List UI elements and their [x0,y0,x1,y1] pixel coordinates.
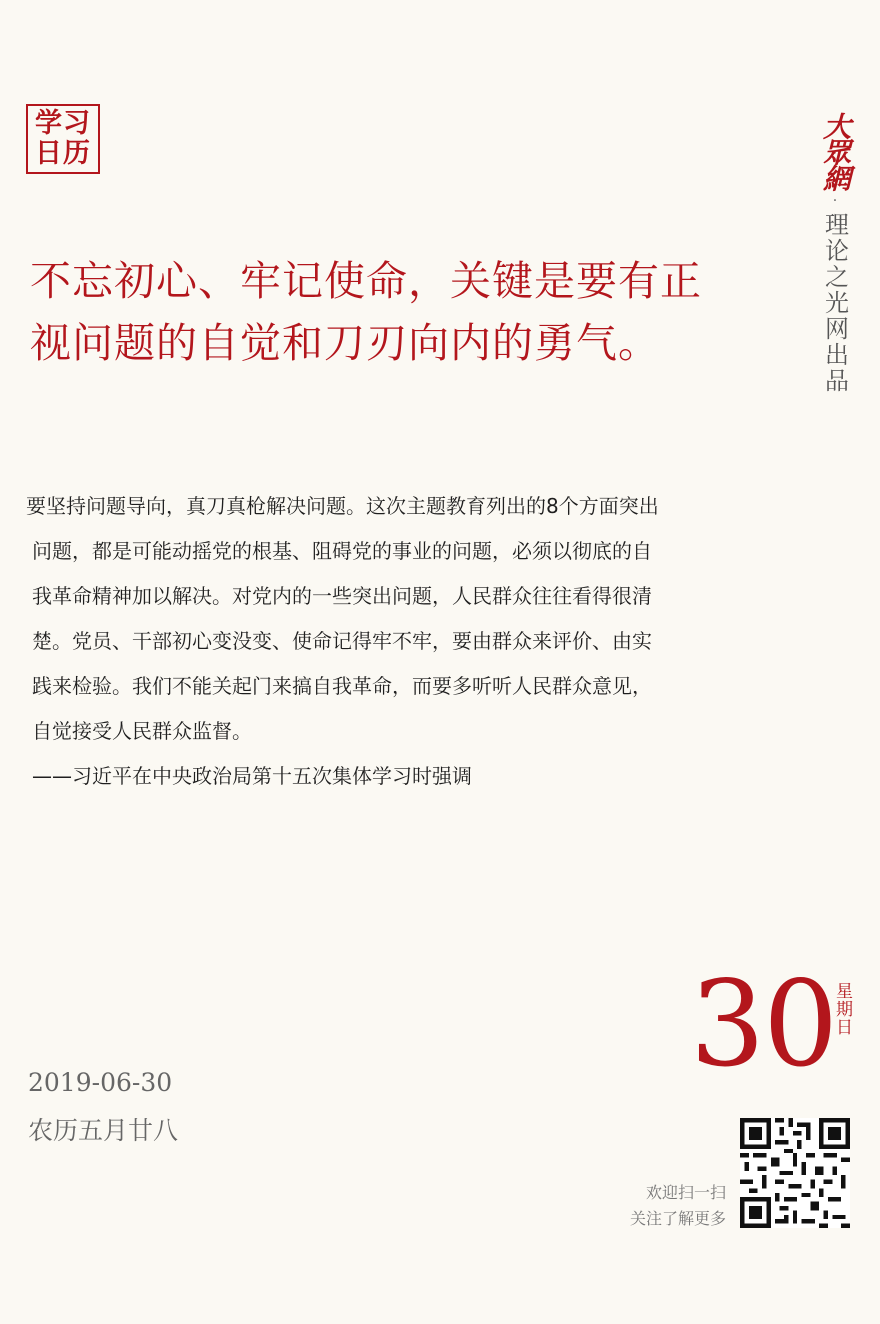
quote-line: 楚。党员、干部初心变没变、使命记得牢不牢，要由群众来评价、由实 [32,629,652,653]
scan-line-1: 欢迎扫一扫 [645,1183,726,1202]
logo-line-2: 日历 [35,138,91,169]
brand-logo: 大眾網 [819,112,852,190]
brand-tagline: 理论之光网出品 [820,212,849,394]
quote-line: 问题，都是可能动摇党的根基、阻碍党的事业的问题，必须以彻底的自 [32,539,652,563]
brand-vertical [818,112,852,394]
headline-line-1: 不忘初心、牢记使命，关键是要有正 [30,257,702,305]
logo-line-1: 学习 [35,108,91,139]
quote-block [26,484,766,799]
qr-code[interactable] [740,1118,850,1228]
day-number: 30 [690,955,837,1093]
lunar-date: 农历五月廿八 [28,1116,179,1145]
gregorian-date: 2019-06-30 [28,1068,173,1097]
quote-attribution: ——习近平在中央政治局第十五次集体学习时强调 [32,764,472,788]
quote-line: 要坚持问题导向，真刀真枪解决问题。这次主题教育列出的8个方面突出 [26,494,659,518]
quote-line: 自觉接受人民群众监督。 [32,719,252,743]
brand-separator: · [832,193,838,209]
scan-prompt [608,1180,726,1232]
study-calendar-logo [26,104,100,174]
weekday: 星期日 [832,982,852,1036]
quote-line: 践来检验。我们不能关起门来搞自我革命，而要多听听人民群众意见， [32,674,652,698]
scan-line-2: 关注了解更多 [629,1209,726,1228]
headline-line-2: 视问题的自觉和刀刃向内的勇气。 [30,319,660,367]
quote-line: 我革命精神加以解决。对党内的一些突出问题，人民群众往往看得很清 [32,584,652,608]
headline [30,250,790,374]
quote-body [26,484,766,754]
